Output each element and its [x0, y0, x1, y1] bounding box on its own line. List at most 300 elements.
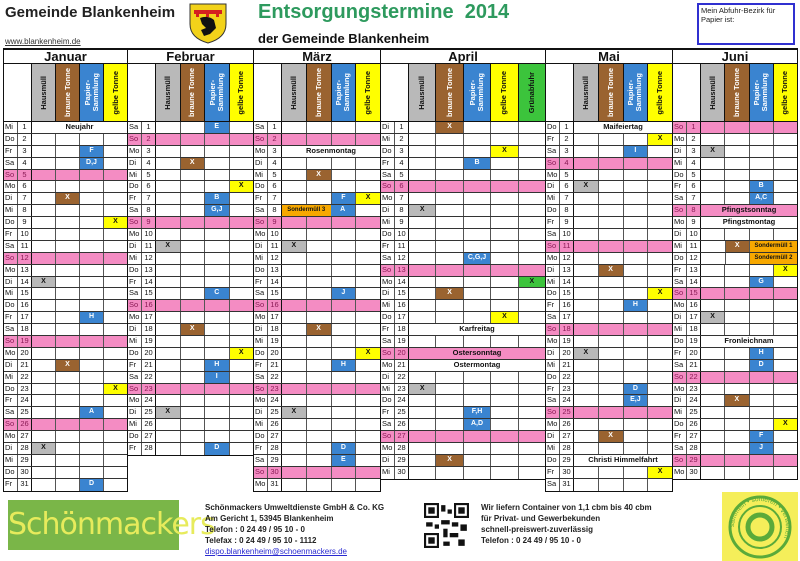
cell-b: [307, 336, 332, 347]
cell-p: [80, 205, 104, 216]
cell-g: [774, 467, 797, 479]
day-number: 16: [142, 300, 156, 311]
day-row: [4, 181, 127, 193]
cell-h: [409, 229, 436, 240]
cell-h: [282, 336, 307, 347]
cell-b: [599, 205, 624, 216]
cell-b: [599, 146, 624, 157]
cell-g: [491, 407, 518, 418]
cell-p: [624, 265, 649, 276]
weekday: Mo: [4, 265, 18, 276]
weekday: Sa: [381, 253, 395, 264]
cell-b: [181, 146, 206, 157]
cell-h: [32, 455, 56, 466]
day-row: [128, 181, 253, 193]
cell-h: [282, 205, 326, 216]
day-row: [128, 443, 253, 455]
day-number: 4: [560, 158, 574, 169]
day-row: [546, 348, 672, 360]
cell-h: [574, 395, 599, 406]
day-number: 10: [395, 229, 409, 240]
cell-b: [181, 348, 206, 359]
cell-b: [56, 158, 80, 169]
cell-b: [56, 348, 80, 359]
cell-b: [436, 205, 463, 216]
cell-b: [599, 372, 624, 383]
day-number: 20: [395, 348, 409, 359]
cell-g: [648, 336, 672, 347]
cell-p: [332, 336, 357, 347]
cell-h: [32, 467, 56, 478]
cell-p: [80, 288, 104, 299]
weekday: Sa: [254, 122, 268, 133]
day-row: [381, 384, 545, 396]
day-number: 25: [142, 407, 156, 418]
cell-b: [181, 229, 206, 240]
svg-text:sammeln • sortieren • verwerte: sammeln • sortieren • verwerten: [728, 495, 792, 540]
cell-h: [156, 277, 181, 288]
day-row: [128, 170, 253, 182]
weekday: Sa: [254, 288, 268, 299]
cell-b: [436, 146, 463, 157]
cell-h: [409, 217, 436, 228]
weekday: Di: [546, 265, 560, 276]
cell-g: [774, 360, 797, 371]
cell-p: [80, 324, 104, 335]
weekday: Do: [128, 265, 142, 276]
day-row: [673, 395, 797, 407]
day-row: [4, 277, 127, 289]
cell-h: [156, 443, 181, 455]
day-row: [4, 288, 127, 300]
qr-code-icon[interactable]: [424, 503, 469, 548]
day-row: [254, 146, 380, 158]
weekday: Sa: [381, 170, 395, 181]
weekday: Do: [673, 170, 687, 181]
day-number: 17: [268, 312, 282, 323]
day-row: [381, 122, 545, 134]
weekday: Sa: [673, 277, 687, 288]
cell-p: [750, 348, 774, 359]
cell-h: [156, 431, 181, 442]
holiday-label: Neujahr: [32, 122, 127, 133]
header-blank: [673, 64, 701, 121]
weekday: Sa: [4, 324, 18, 335]
day-row: [254, 455, 380, 467]
cell-h: [409, 241, 436, 252]
weekday: Di: [128, 241, 142, 252]
day-row: [4, 324, 127, 336]
cell-b: [725, 288, 749, 299]
cell-p: [205, 384, 230, 395]
weekday: So: [254, 467, 268, 478]
day-row: [381, 336, 545, 348]
cell-p: [750, 312, 774, 323]
pickup-event-b: X: [307, 324, 331, 335]
cell-p: [205, 122, 230, 133]
district-label: Mein Abfuhr-Bezirk für Papier ist:: [701, 6, 776, 24]
day-number: 19: [18, 336, 32, 347]
cell-p: [332, 467, 357, 478]
cell-b: [307, 277, 332, 288]
cell-h: [282, 265, 307, 276]
day-number: 27: [142, 431, 156, 442]
cell-h: [282, 277, 307, 288]
day-row: [381, 205, 545, 217]
weekday: Fr: [381, 241, 395, 252]
cell-b: [307, 170, 332, 181]
day-number: 21: [687, 360, 701, 371]
day-number: 15: [687, 288, 701, 299]
cell-b: [725, 170, 749, 181]
cell-p: [624, 372, 649, 383]
holiday-label: Maifeiertag: [574, 122, 672, 133]
cell-p: [624, 419, 649, 430]
website-link[interactable]: www.blankenheim.de: [5, 37, 81, 46]
cell-p: [332, 407, 357, 418]
cell-h: [701, 467, 725, 479]
cell-h: [32, 241, 56, 252]
weekday: Mi: [254, 419, 268, 430]
weekday: Di: [381, 455, 395, 466]
cell-h: [574, 348, 599, 359]
weekday: Do: [546, 372, 560, 383]
day-number: 12: [395, 253, 409, 264]
weekday: So: [673, 122, 687, 133]
day-row: [546, 312, 672, 324]
cell-h: [574, 336, 599, 347]
cell-h: [282, 288, 307, 299]
day-number: 3: [268, 146, 282, 157]
cell-h: [574, 384, 599, 395]
weekday: Mi: [254, 253, 268, 264]
holiday-label: Fronleichnam: [701, 336, 797, 347]
cell-g: [648, 479, 672, 491]
column-headers: [128, 64, 253, 122]
weekday: So: [254, 384, 268, 395]
day-row: [673, 277, 797, 289]
cell-g: [774, 443, 797, 454]
day-row: [673, 146, 797, 158]
cell-p: [464, 217, 491, 228]
day-row: [673, 312, 797, 324]
column-header-p: [332, 64, 357, 121]
cell-h: [282, 360, 307, 371]
cell-p: [464, 181, 491, 192]
day-row: [254, 372, 380, 384]
weekday: Di: [546, 431, 560, 442]
cell-b: [725, 265, 749, 276]
cell-p: [80, 384, 104, 395]
cell-p: [205, 146, 230, 157]
holiday-label: Ostersonntag: [452, 347, 502, 357]
day-number: 13: [395, 265, 409, 276]
cell-b: [56, 336, 80, 347]
day-number: 17: [560, 312, 574, 323]
day-number: 9: [560, 217, 574, 228]
cell-b: [725, 324, 749, 335]
weekday: So: [381, 348, 395, 359]
cell-p: [750, 277, 774, 288]
cell-p: [624, 146, 649, 157]
weekday: Sa: [254, 372, 268, 383]
day-row: [254, 170, 380, 182]
cell-b: [307, 288, 332, 299]
pickup-event-p: E: [332, 455, 356, 466]
cell-b: [181, 431, 206, 442]
cell-b: [307, 479, 332, 491]
cell-p: [464, 336, 491, 347]
cell-g: [104, 348, 127, 359]
weekday: Mi: [4, 205, 18, 216]
day-number: 2: [560, 134, 574, 145]
day-row: [546, 205, 672, 217]
day-row: [381, 300, 545, 312]
cell-h: [409, 205, 436, 216]
weekday: Do: [254, 348, 268, 359]
cell-b: [599, 407, 624, 418]
cell-g: [356, 253, 380, 264]
day-number: 3: [395, 146, 409, 157]
cell-p: [80, 336, 104, 347]
cell-p: [80, 467, 104, 478]
day-row: [254, 158, 380, 170]
holiday-label: Pfingstmontag: [701, 217, 797, 228]
day-number: 6: [560, 181, 574, 192]
pickup-event-b: X: [436, 455, 462, 466]
cell-h: [32, 253, 56, 264]
cell-p: [464, 193, 491, 204]
cell-g: [491, 277, 518, 288]
day-row: [128, 229, 253, 241]
cell-b: [307, 431, 332, 442]
cell-b: [56, 217, 80, 228]
cell-h: [156, 395, 181, 406]
day-number: 21: [395, 360, 409, 371]
pickup-event-p: F,H: [464, 407, 490, 418]
cell-g: [648, 372, 672, 383]
day-number: 3: [142, 146, 156, 157]
cell-g: [774, 455, 797, 466]
cell-b: [181, 419, 206, 430]
month-5: [672, 48, 798, 480]
cell-g: [491, 170, 518, 181]
cell-g: [648, 158, 672, 169]
weekday: So: [4, 336, 18, 347]
cell-b: [436, 229, 463, 240]
company-email-link[interactable]: dispo.blankenheim@schoenmackers.de: [205, 547, 347, 556]
day-row: [4, 217, 127, 229]
weekday: Sa: [381, 419, 395, 430]
day-row: [381, 360, 545, 372]
day-number: 14: [395, 277, 409, 288]
cell-b: [181, 372, 206, 383]
cell-h: [574, 324, 599, 335]
weekday: Do: [254, 265, 268, 276]
weekday: Mi: [381, 134, 395, 145]
cell-b: [181, 205, 206, 216]
month-name: März: [254, 50, 380, 64]
cell-p: [80, 146, 104, 157]
day-number: 1: [687, 122, 701, 133]
cell-g: [491, 419, 518, 430]
cell-b: [56, 288, 80, 299]
pickup-event-p: E,J: [624, 395, 648, 406]
weekday: Sa: [254, 455, 268, 466]
weekday: Mo: [128, 312, 142, 323]
day-row: [128, 300, 253, 312]
cell-h: [574, 241, 599, 252]
cell-g: [230, 241, 254, 252]
day-number: 27: [560, 431, 574, 442]
cell-g: [491, 229, 518, 240]
column-header-label: gelbe Tonne: [236, 70, 246, 115]
cell-h: [409, 288, 436, 299]
day-number: 18: [268, 324, 282, 335]
cell-h: [282, 407, 307, 418]
day-number: 24: [142, 395, 156, 406]
weekday: Sa: [4, 158, 18, 169]
day-number: 25: [560, 407, 574, 418]
cell-b: [436, 288, 463, 299]
cell-p: [205, 229, 230, 240]
cell-b: [56, 277, 80, 288]
pickup-event-g: X: [104, 384, 127, 395]
day-number: 23: [268, 384, 282, 395]
cell-b: [725, 431, 749, 442]
cell-h: [574, 265, 599, 276]
day-row: [254, 431, 380, 443]
cell-g: [774, 122, 797, 133]
cell-g: [774, 229, 797, 240]
cell-h: [409, 407, 436, 418]
weekday: Mo: [128, 229, 142, 240]
recycling-stamp-icon: [722, 492, 798, 561]
cell-b: [307, 360, 332, 371]
weekday: Sa: [546, 312, 560, 323]
weekday: Mo: [254, 146, 268, 157]
cell-h: [282, 181, 307, 192]
day-row: [254, 217, 380, 229]
cell-b: [599, 193, 624, 204]
day-row: [4, 372, 127, 384]
day-number: 18: [395, 324, 409, 335]
column-header-label: braune Tonne: [731, 67, 741, 118]
day-number: 4: [18, 158, 32, 169]
cell-b: [181, 360, 206, 371]
cell-h: [32, 265, 56, 276]
cell-g: [491, 134, 518, 145]
cell-gr: [519, 265, 545, 276]
cell-b: [599, 134, 624, 145]
cell-g: [104, 158, 127, 169]
cell-b: [56, 360, 80, 371]
day-row: [673, 134, 797, 146]
pickup-event-p: H: [624, 300, 648, 311]
weekday: Mi: [673, 324, 687, 335]
day-number: 7: [142, 193, 156, 204]
day-row: [254, 265, 380, 277]
month-name: Februar: [128, 50, 253, 64]
day-number: 12: [687, 253, 701, 264]
day-number: 21: [18, 360, 32, 371]
schoenmackers-logo: Schönmackers: [8, 500, 179, 550]
day-number: 9: [142, 217, 156, 228]
header-blank: [4, 64, 32, 121]
weekday: Mo: [254, 479, 268, 491]
day-row: [128, 348, 253, 360]
cell-p: [331, 205, 356, 216]
cell-g: [104, 229, 127, 240]
cell-p: [80, 372, 104, 383]
day-row: [381, 455, 545, 467]
day-row: [254, 134, 380, 146]
pickup-event-b: X: [725, 395, 748, 406]
cell-gr: [519, 170, 545, 181]
weekday: Sa: [673, 193, 687, 204]
weekday: Di: [673, 229, 687, 240]
cell-p: [624, 324, 649, 335]
day-number: 16: [687, 300, 701, 311]
cell-p: [332, 348, 357, 359]
cell-h: [701, 146, 725, 157]
cell-g: [648, 181, 672, 192]
cell-b: [725, 158, 749, 169]
day-row: [128, 253, 253, 265]
cell-p: [750, 146, 774, 157]
cell-b: [599, 336, 624, 347]
day-number: 22: [268, 372, 282, 383]
cell-h: [701, 395, 725, 406]
day-number: 8: [560, 205, 574, 216]
cell-p: [332, 253, 357, 264]
header-blank: [381, 64, 409, 121]
cell-h: [32, 431, 56, 442]
cell-p: [80, 407, 104, 418]
cell-b: [436, 372, 463, 383]
day-row: [546, 241, 672, 253]
pickup-event-p: B: [205, 193, 229, 204]
day-row: [4, 467, 127, 479]
day-row: [546, 134, 672, 146]
weekday: So: [673, 205, 687, 216]
cell-p: [80, 253, 104, 264]
weekday: Mo: [546, 336, 560, 347]
cell-g: [491, 181, 518, 192]
weekday: Mo: [4, 181, 18, 192]
cell-g: [356, 407, 380, 418]
weekday: Do: [546, 122, 560, 133]
cell-gr: [519, 122, 545, 133]
day-number: 29: [687, 455, 701, 466]
pickup-event-p: D,J: [80, 158, 103, 169]
cell-h: [32, 360, 56, 371]
district-box[interactable]: [697, 3, 795, 45]
cell-h: [156, 348, 181, 359]
day-row: [546, 467, 672, 479]
cell-h: [701, 241, 726, 252]
cell-b: [599, 312, 624, 323]
column-header-label: gelbe Tonne: [363, 70, 373, 115]
cell-g: [774, 181, 797, 192]
cell-g: [491, 158, 518, 169]
day-row: [673, 336, 797, 348]
day-number: 7: [560, 193, 574, 204]
day-row: [254, 312, 380, 324]
day-number: 26: [268, 419, 282, 430]
weekday: Di: [128, 158, 142, 169]
cell-h: [156, 419, 181, 430]
